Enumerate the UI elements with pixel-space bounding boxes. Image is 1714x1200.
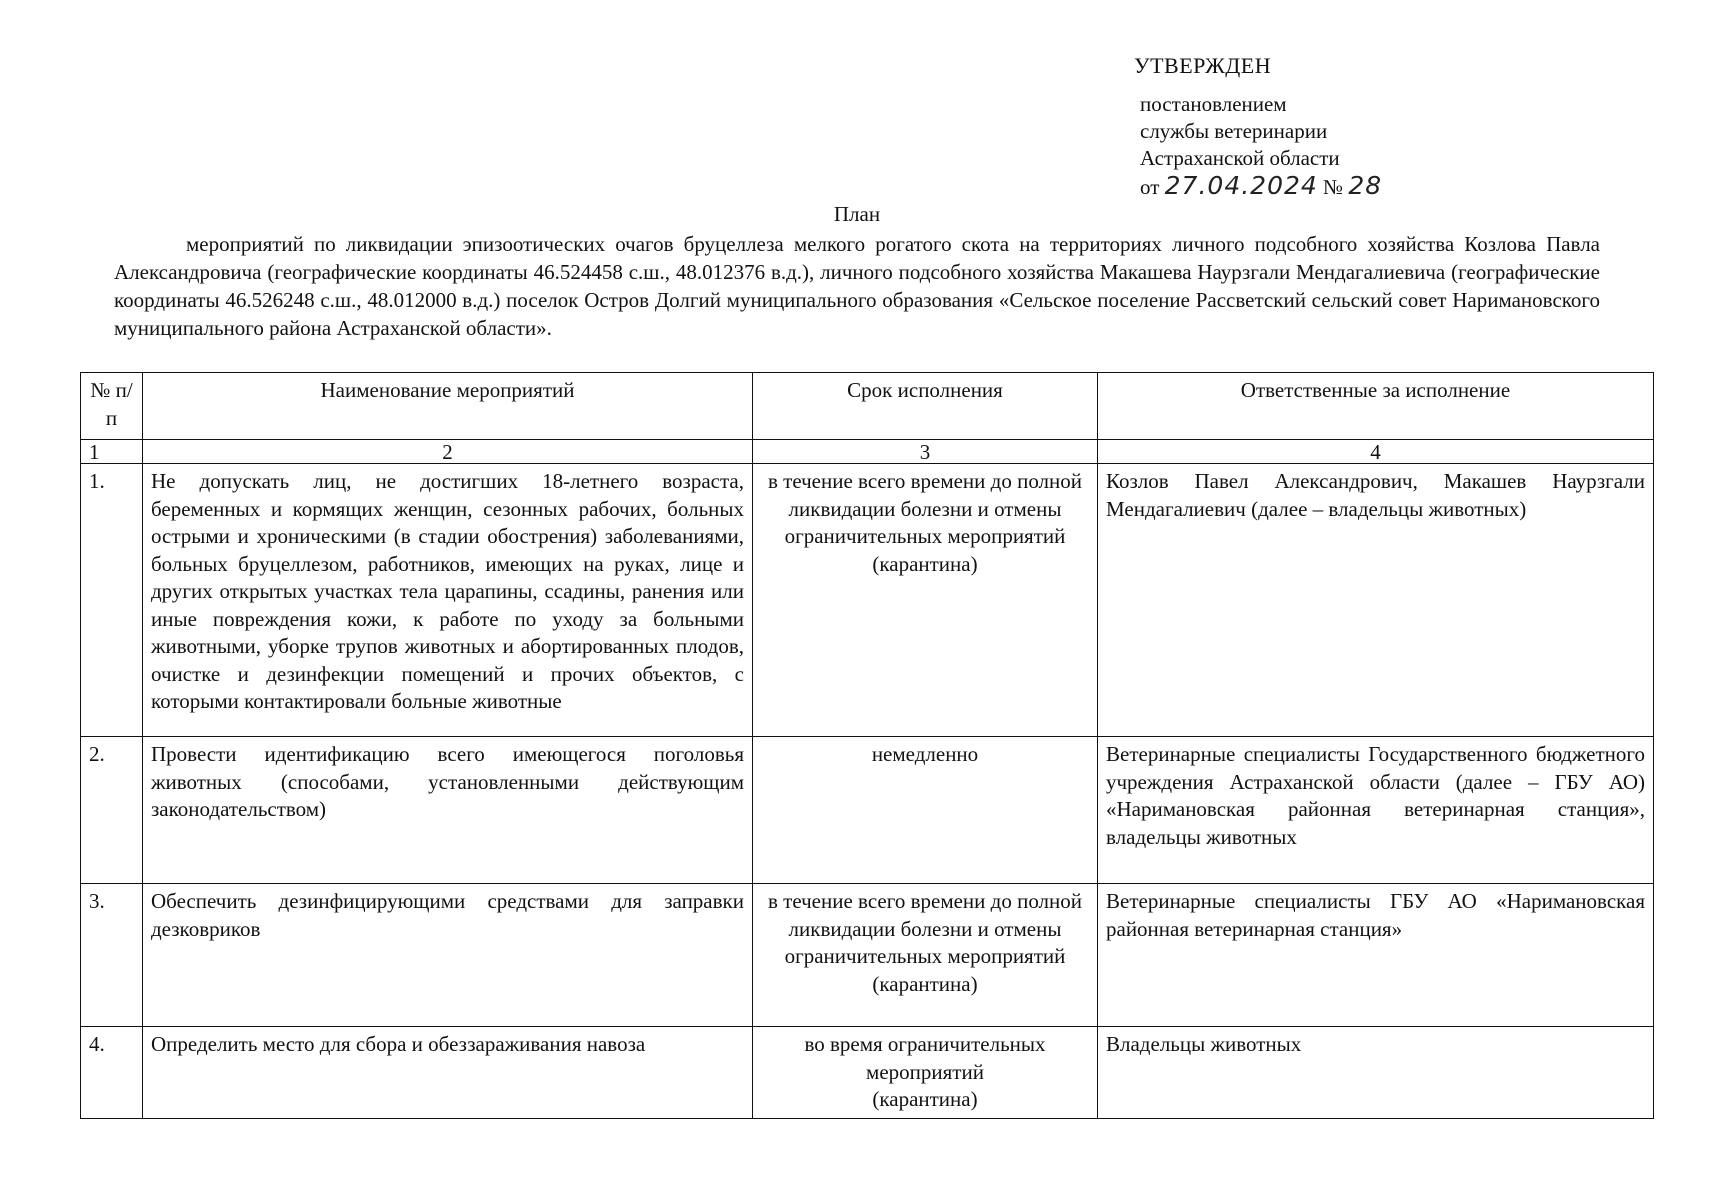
column-number-3: 3	[753, 440, 1098, 464]
approval-line-2: службы ветеринарии	[1140, 119, 1328, 143]
row-measure: Не допускать лиц, не достигших 18-летнего возраста, беременных и кормящих женщин, сезонных рабочих, больных острыми и хроническими (в стадии обострения) заболеваниями, больных бруцеллезом, работников, имеющих на руках, лице и других открытых участках тела царапины, ссадины, ранения или иные повреждения кожи, к работе по уходу за больными животными, уборке трупов животных и абортированных плодов, очистке и дезинфекции помещений и прочих объектов, с которыми контактировали больные животные	[143, 464, 753, 737]
date-prefix: от	[1140, 175, 1160, 199]
plan-table	[80, 372, 1654, 1119]
header-number: № п/п	[81, 373, 143, 440]
plan-intro: мероприятий по ликвидации эпизоотических очагов бруцеллеза мелкого рогатого скота на территориях личного подсобного хозяйства Козлова Павла Александровича (географические координаты 46.524458 с.ш., 48.012376 в.д.), личного подсобного хозяйства Макашева Наурзгали Мендагалиевича (географические координаты 46.526248 с.ш., 48.012000 в.д.) поселок Остров Долгий муниципального образования «Сельское поселение Рассветский сельский совет Наримановского муниципального района Астраханской области».	[114, 232, 1600, 340]
plan-title: План	[833, 202, 881, 226]
table-row	[81, 884, 1654, 1027]
number-label: №	[1323, 175, 1344, 199]
approval-block	[1134, 52, 1382, 201]
handwritten-number: 28	[1348, 171, 1383, 200]
row-responsible: Ветеринарные специалисты ГБУ АО «Наримановская районная ветеринарная станция»	[1098, 884, 1654, 1027]
row-number: 4.	[81, 1027, 143, 1119]
table-row	[81, 464, 1654, 737]
row-term	[753, 737, 1098, 884]
row-term-note: (карантина)	[872, 1087, 978, 1111]
row-term-note: (карантина)	[872, 971, 978, 996]
approval-heading: УТВЕРЖДЕН	[1134, 53, 1272, 78]
header-term: Срок исполнения	[753, 373, 1098, 440]
row-term	[753, 464, 1098, 737]
row-number: 1.	[81, 464, 143, 737]
header-name: Наименование мероприятий	[143, 373, 753, 440]
column-number-2: 2	[143, 440, 753, 464]
column-number-4: 4	[1098, 440, 1654, 464]
row-measure: Определить место для сбора и обеззараживания навоза	[143, 1027, 753, 1119]
row-measure: Обеспечить дезинфицирующими средствами для заправки дезковриков	[143, 884, 753, 1027]
row-term	[753, 884, 1098, 1027]
approval-line-1: постановлением	[1140, 92, 1287, 116]
row-responsible: Владельцы животных	[1098, 1027, 1654, 1119]
approval-date-line	[1140, 172, 1382, 201]
row-term	[753, 1027, 1098, 1119]
table-row	[81, 1027, 1654, 1119]
row-responsible: Ветеринарные специалисты Государственного бюджетного учреждения Астраханской области (далее – ГБУ АО) «Наримановская районная ветеринарная станция», владельцы животных	[1098, 737, 1654, 884]
table-row	[81, 737, 1654, 884]
column-numbers-row	[81, 440, 1654, 464]
table-header-row	[81, 373, 1654, 440]
row-term-text: в течение всего времени до полной ликвидации болезни и отмены ограничительных мероприятий	[767, 469, 1083, 548]
row-measure: Провести идентификацию всего имеющегося поголовья животных (способами, установленными действующим законодательством)	[143, 737, 753, 884]
row-number: 2.	[81, 737, 143, 884]
row-number: 3.	[81, 884, 143, 1027]
row-responsible: Козлов Павел Александрович, Макашев Наурзгали Мендагалиевич (далее – владельцы животных)	[1098, 464, 1654, 737]
column-number-1: 1	[81, 440, 143, 464]
approval-line-3: Астраханской области	[1140, 146, 1340, 170]
row-term-text: во время ограничительных мероприятий	[804, 1032, 1046, 1084]
handwritten-date: 27.04.2024	[1164, 171, 1318, 200]
row-term-text: в течение всего времени до полной ликвидации болезни и отмены ограничительных мероприятий	[767, 889, 1083, 968]
approval-lines	[1140, 91, 1382, 201]
row-term-note: (карантина)	[872, 551, 978, 576]
row-term-text: немедленно	[871, 742, 979, 766]
header-responsible: Ответственные за исполнение	[1098, 373, 1654, 440]
